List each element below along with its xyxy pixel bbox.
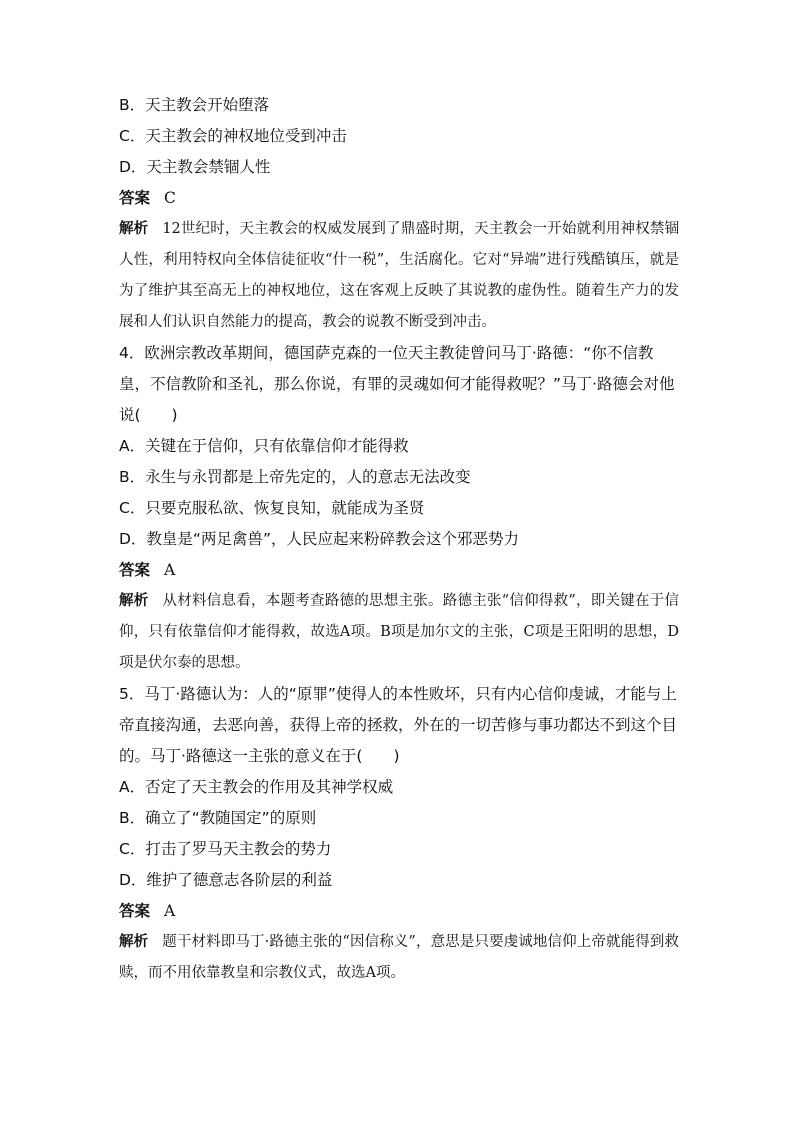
q5-option-d: D．维护了德意志各阶层的利益: [119, 871, 333, 889]
q4-answer: [119, 555, 679, 586]
answer-value: A: [164, 561, 176, 579]
answer-label: 答案: [119, 189, 151, 207]
analysis-text: 12世纪时，天主教会的权威发展到了鼎盛时期，天主教会一开始就利用神权禁锢人性，利用特权向全体信徒征收“什一税”，生活腐化。它对“异端”进行残酷镇压，就是为了维护其至高无上的神权地位，这在客观上反映了其说教的虚伪性。随着生产力的发展和人们认识自然能力的提高，教会的说教不断受到冲击。: [119, 221, 679, 330]
q4-option-b: B．永生与永罚都是上帝先定的，人的意志无法改变: [119, 468, 471, 486]
q5-option-c: C．打击了罗马天主教会的势力: [119, 840, 332, 858]
document-page: [119, 90, 679, 989]
q5-analysis: [119, 927, 679, 989]
q3-option-c: C．天主教会的神权地位受到冲击: [119, 127, 347, 145]
q5-answer: [119, 896, 679, 927]
analysis-label: 解析: [119, 934, 149, 950]
answer-label: 答案: [119, 902, 151, 920]
q5-stem: 5．马丁·路德认为：人的“原罪”使得人的本性败坏，只有内心信仰虔诚，才能与上帝直接沟通，去恶向善，获得上帝的拯救，外在的一切苦修与事功都达不到这个目的。马丁·路德这一主张的意义在于( ): [119, 685, 678, 765]
q3-analysis: [119, 214, 679, 338]
answer-value: A: [164, 902, 176, 920]
analysis-label: 解析: [119, 593, 149, 609]
analysis-text: 题干材料即马丁·路德主张的“因信称义”，意思是只要虔诚地信仰上帝就能得到救赎，而不用依靠教皇和宗教仪式，故选A项。: [119, 934, 680, 981]
answer-label: 答案: [119, 561, 151, 579]
q4-option-c: C．只要克服私欲、恢复良知，就能成为圣贤: [119, 499, 425, 517]
q5-option-b: B．确立了“教随国定”的原则: [119, 809, 317, 827]
q5-option-a: A．否定了天主教会的作用及其神学权威: [119, 778, 394, 796]
q3-answer: [119, 183, 679, 214]
q4-option-d: D．教皇是“两足禽兽”，人民应起来粉碎教会这个邪恶势力: [119, 530, 519, 548]
q4-analysis: [119, 586, 679, 679]
answer-value: C: [164, 189, 176, 207]
analysis-text: 从材料信息看，本题考查路德的思想主张。路德主张“信仰得救”，即关键在于信仰，只有依靠信仰才能得救，故选A项。B项是加尔文的主张，C项是王阳明的思想，D项是伏尔泰的思想。: [119, 593, 679, 671]
analysis-label: 解析: [119, 221, 149, 237]
q4-option-a: A．关键在于信仰，只有依靠信仰才能得救: [119, 437, 409, 455]
q3-option-b: B．天主教会开始堕落: [119, 96, 270, 114]
q3-option-d: D．天主教会禁锢人性: [119, 158, 271, 176]
q4-stem: 4．欧洲宗教改革期间，德国萨克森的一位天主教徒曾问马丁·路德：“你不信教皇，不信教阶和圣礼，那么你说，有罪的灵魂如何才能得救呢？”马丁·路德会对他说( ): [119, 344, 675, 424]
